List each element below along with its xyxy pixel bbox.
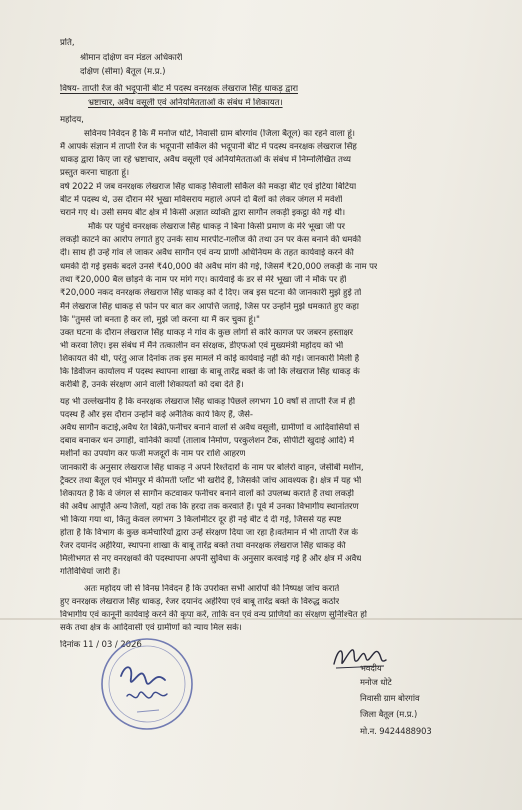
- body-line: की अवैध आपूर्ति अन्य जिलों, यहां तक कि हरदा तक करवाते हैं। पूर्व में उनका विभागीय स्थानांतरण: [60, 502, 359, 512]
- body-line: अतः महोदय जी से विनम्र निवेदन है कि उपरोक्त सभी आरोपों की निष्पक्ष जांच कराते: [84, 584, 340, 594]
- body-line: दबाव बनाकर धन उगाही, वानिकी कार्यों (तालाब निर्माण, परकुलेशन टैंक, सीपीटी खुदाई आदि) में: [60, 436, 355, 446]
- body-line: गतिविधियां जारी हैं।: [60, 567, 121, 577]
- body-line: बीट में पदस्थ थे, उस दौरान मेरे भूखा मविसराय महाले अपने दो बैलों को लेकर जंगल में मवेशी: [60, 195, 343, 205]
- body-line: दी। साथ ही उन्हें गांव ले जाकर अवैध सागौन एवं वन्य प्राणी अधिनियम के तहत कार्यवाई करने की: [60, 248, 354, 258]
- body-line: भी किया गया था, किंतु केवल लगभग 3 किलोमीटर दूर ही नई बीट दे दी गई, जिससे यह स्पष्ट: [60, 515, 342, 525]
- received-stamp-seal: [97, 634, 197, 734]
- date-line: दिनांक 11 / 03 / 2026: [60, 640, 142, 650]
- body-line: सविनय निवेदन है कि मैं मनोज धोटे, निवासी ग्राम बोरगांव (जिला बैतूल) का रहने वाला हूं।: [84, 129, 355, 139]
- signer-name: मनोज धोटे: [360, 677, 392, 687]
- body-line: उक्त घटना के दौरान लेखराज सिंह धाकड़ ने गांव के कुछ लोगों से कोरे कागज पर जबरन हस्ताक्षर: [60, 328, 353, 338]
- body-line: करीबी हैं, उनके संरक्षण आने वाली शिकायतों को दबा देते हैं।: [60, 380, 244, 390]
- body-line: प्रस्तुत करना चाहता हूं।: [60, 168, 130, 178]
- body-line: ट्रैक्टर तथा बैतूल एवं भीमपुर में कीमती प्लॉट भी खरीदे हैं, जिसकी जांच आवश्यक है। क्षेत्र में यह भी: [60, 476, 362, 486]
- signer-village: निवासी ग्राम बोरगांव: [360, 693, 420, 703]
- body-line: धाकड़ द्वारा किए जा रहे भ्रष्टाचार, अवैध वसूली एवं अनियमितताओं के संबंध में निम्नलिखित तथ्य: [60, 155, 351, 165]
- body-line: लकड़ी काटने का आरोप लगाते हुए उनके साथ मारपीट-गलौज की तथा उन पर केस बनाने की धमकी: [60, 235, 361, 245]
- salutation: महोदय,: [60, 115, 84, 125]
- body-line: मैं आपके संज्ञान में ताप्ती रेंज के भदूपानी सर्किल की भदूपानी बीट में पदस्थ वनरक्षक लेखराज सिंह: [60, 142, 357, 152]
- body-line: रेंजर दयानंद अहेरिया, स्थापना शाखा के बाबू तारेंद्र बक्ते तथा वनरक्षक लेखराज सिंह धाकड़ की: [60, 541, 346, 551]
- address-line-2: दक्षिण (सीमा) बैतूल (म.प्र.): [80, 67, 166, 77]
- body-line: मिलीभगत से नए वनरक्षकों की पदस्थापना अपनी सुविधा के अनुसार करवाई गई है और क्षेत्र में अवैध: [60, 554, 362, 564]
- address-line-1: श्रीमान दक्षिण वन मंडल अधिकारी: [80, 53, 183, 63]
- body-line: होता है कि विभाग के कुछ कर्मचारियों द्वारा उन्हें संरक्षण दिया जा रहा है।वर्तमान में भी ताप्ती रेंज के: [60, 528, 358, 538]
- body-line: हुए वनरक्षक लेखराज सिंह धाकड़, रेंजर दयानंद अहेरिया एवं बाबू तारेंद्र बक्ते के विरुद्ध कठोर: [60, 597, 340, 607]
- body-line: तथा ₹20,000 बैल छोड़ने के नाम पर मांगे गए। कार्यवाई के डर से मेरे भूखा जी ने मौके पर ही: [60, 275, 347, 285]
- signer-district: जिला बैतूल (म.प्र.): [360, 709, 418, 719]
- body-line: सके तथा क्षेत्र के आदिवासी एवं ग्रामीणों को न्याय मिल सके।: [60, 623, 242, 633]
- body-line: मशीनों का उपयोग कर फर्जी मजदूरों के नाम पर राशि आहरण: [60, 449, 246, 459]
- body-line: जानकारी के अनुसार लेखराज सिंह धाकड़ ने अपने रिश्तेदारों के नाम पर बोलेरो वाहन, जेसीबी मशीन,: [60, 463, 364, 473]
- body-line: कि "तुमसे जो बनता है कर लो, मुझे जो करना था मैं कर चुका हूं।": [60, 315, 260, 325]
- body-line: यह भी उल्लेखनीय है कि वनरक्षक लेखराज सिंह धाकड़ पिछले लगभग 10 वर्षों से ताप्ती रेंज में ही: [60, 397, 356, 407]
- body-line: ₹20,000 नकद वनरक्षक लेखराज सिंह धाकड़ को दे दिए। जब इस घटना की जानकारी मुझे हुई तो: [60, 288, 362, 298]
- body-line: भी करवा लिए। इस संबंध में मैंने तत्कालीन वन संरक्षक, डीएफओ एवं मुख्यमंत्री महोदय को भी: [60, 341, 344, 351]
- signer-label: भवदीय: [360, 663, 382, 673]
- body-line: मैंने लेखराज सिंह धाकड़ से फोन पर बात कर आपत्ति जताई, जिस पर उन्होंने मुझे धमकाते हुए कहा: [60, 302, 359, 312]
- body-line: अवैध सागौन कटाई,अवैध रेत बिक्री,फर्नीचर बनाने वालों से अवैध वसूली, ग्रामीणों व आदिवासियों से: [60, 423, 360, 433]
- address-prati: प्रति,: [60, 38, 75, 48]
- signer-mobile: मो.न. 9424488903: [360, 726, 432, 736]
- subject-line-2: भ्रष्टाचार, अवैध वसूली एवं अनियमितताओं के संबंध में शिकायत।: [88, 98, 283, 108]
- body-line: शिकायत है कि वे जंगल से सागौन कटवाकर फर्नीचर बनाने वालों को उपलब्ध कराते हैं तथा लकड़ी: [60, 489, 354, 499]
- body-line: वर्ष 2022 में जब वनरक्षक लेखराज सिंह धाकड़ सिवाली सर्किल की मकड़ा बीट एवं इटिया बिटिया: [60, 182, 357, 192]
- body-line: चराने गए थे। उसी समय बीट क्षेत्र में किसी अज्ञात व्यक्ति द्वारा सागौन लकड़ी इकट्ठा की गई थी।: [60, 208, 346, 218]
- subject-line-1: विषय- ताप्ती रेंज की भदूपानी बीट में पदस्थ वनरक्षक लेखराज सिंह धाकड़ द्वारा: [60, 84, 298, 94]
- body-line: पदस्थ हैं और इस दौरान उन्होंने कई अनैतिक कार्य किए हैं, जैसे-: [60, 410, 253, 420]
- body-line: धमकी दी गई इसके बदले उनसे ₹40,000 की अवैध मांग की गई, जिसमें ₹20,000 लकड़ी के नाम पर: [60, 262, 378, 272]
- body-line: मौके पर पहुंचे वनरक्षक लेखराज सिंह धाकड़ ने बिना किसी प्रमाण के मेरे भूखा जी पर: [88, 222, 345, 232]
- body-line: शिकायत की थी, परंतु आज दिनांक तक इस मामले में कोई कार्यवाई नहीं की गई। जानकारी मिली है: [60, 354, 360, 364]
- body-line: विभागीय एवं कानूनी कार्यवाई करने की कृपा करें, ताकि वन एवं वन्य प्राणियों का संरक्षण सुनिश्चित हो: [60, 610, 367, 620]
- body-line: कि डिवीजन कार्यालय में पदस्थ स्थापना शाखा के बाबू तारेंद्र बक्ते के जो कि लेखराज सिंह धाकड़ के: [60, 367, 360, 377]
